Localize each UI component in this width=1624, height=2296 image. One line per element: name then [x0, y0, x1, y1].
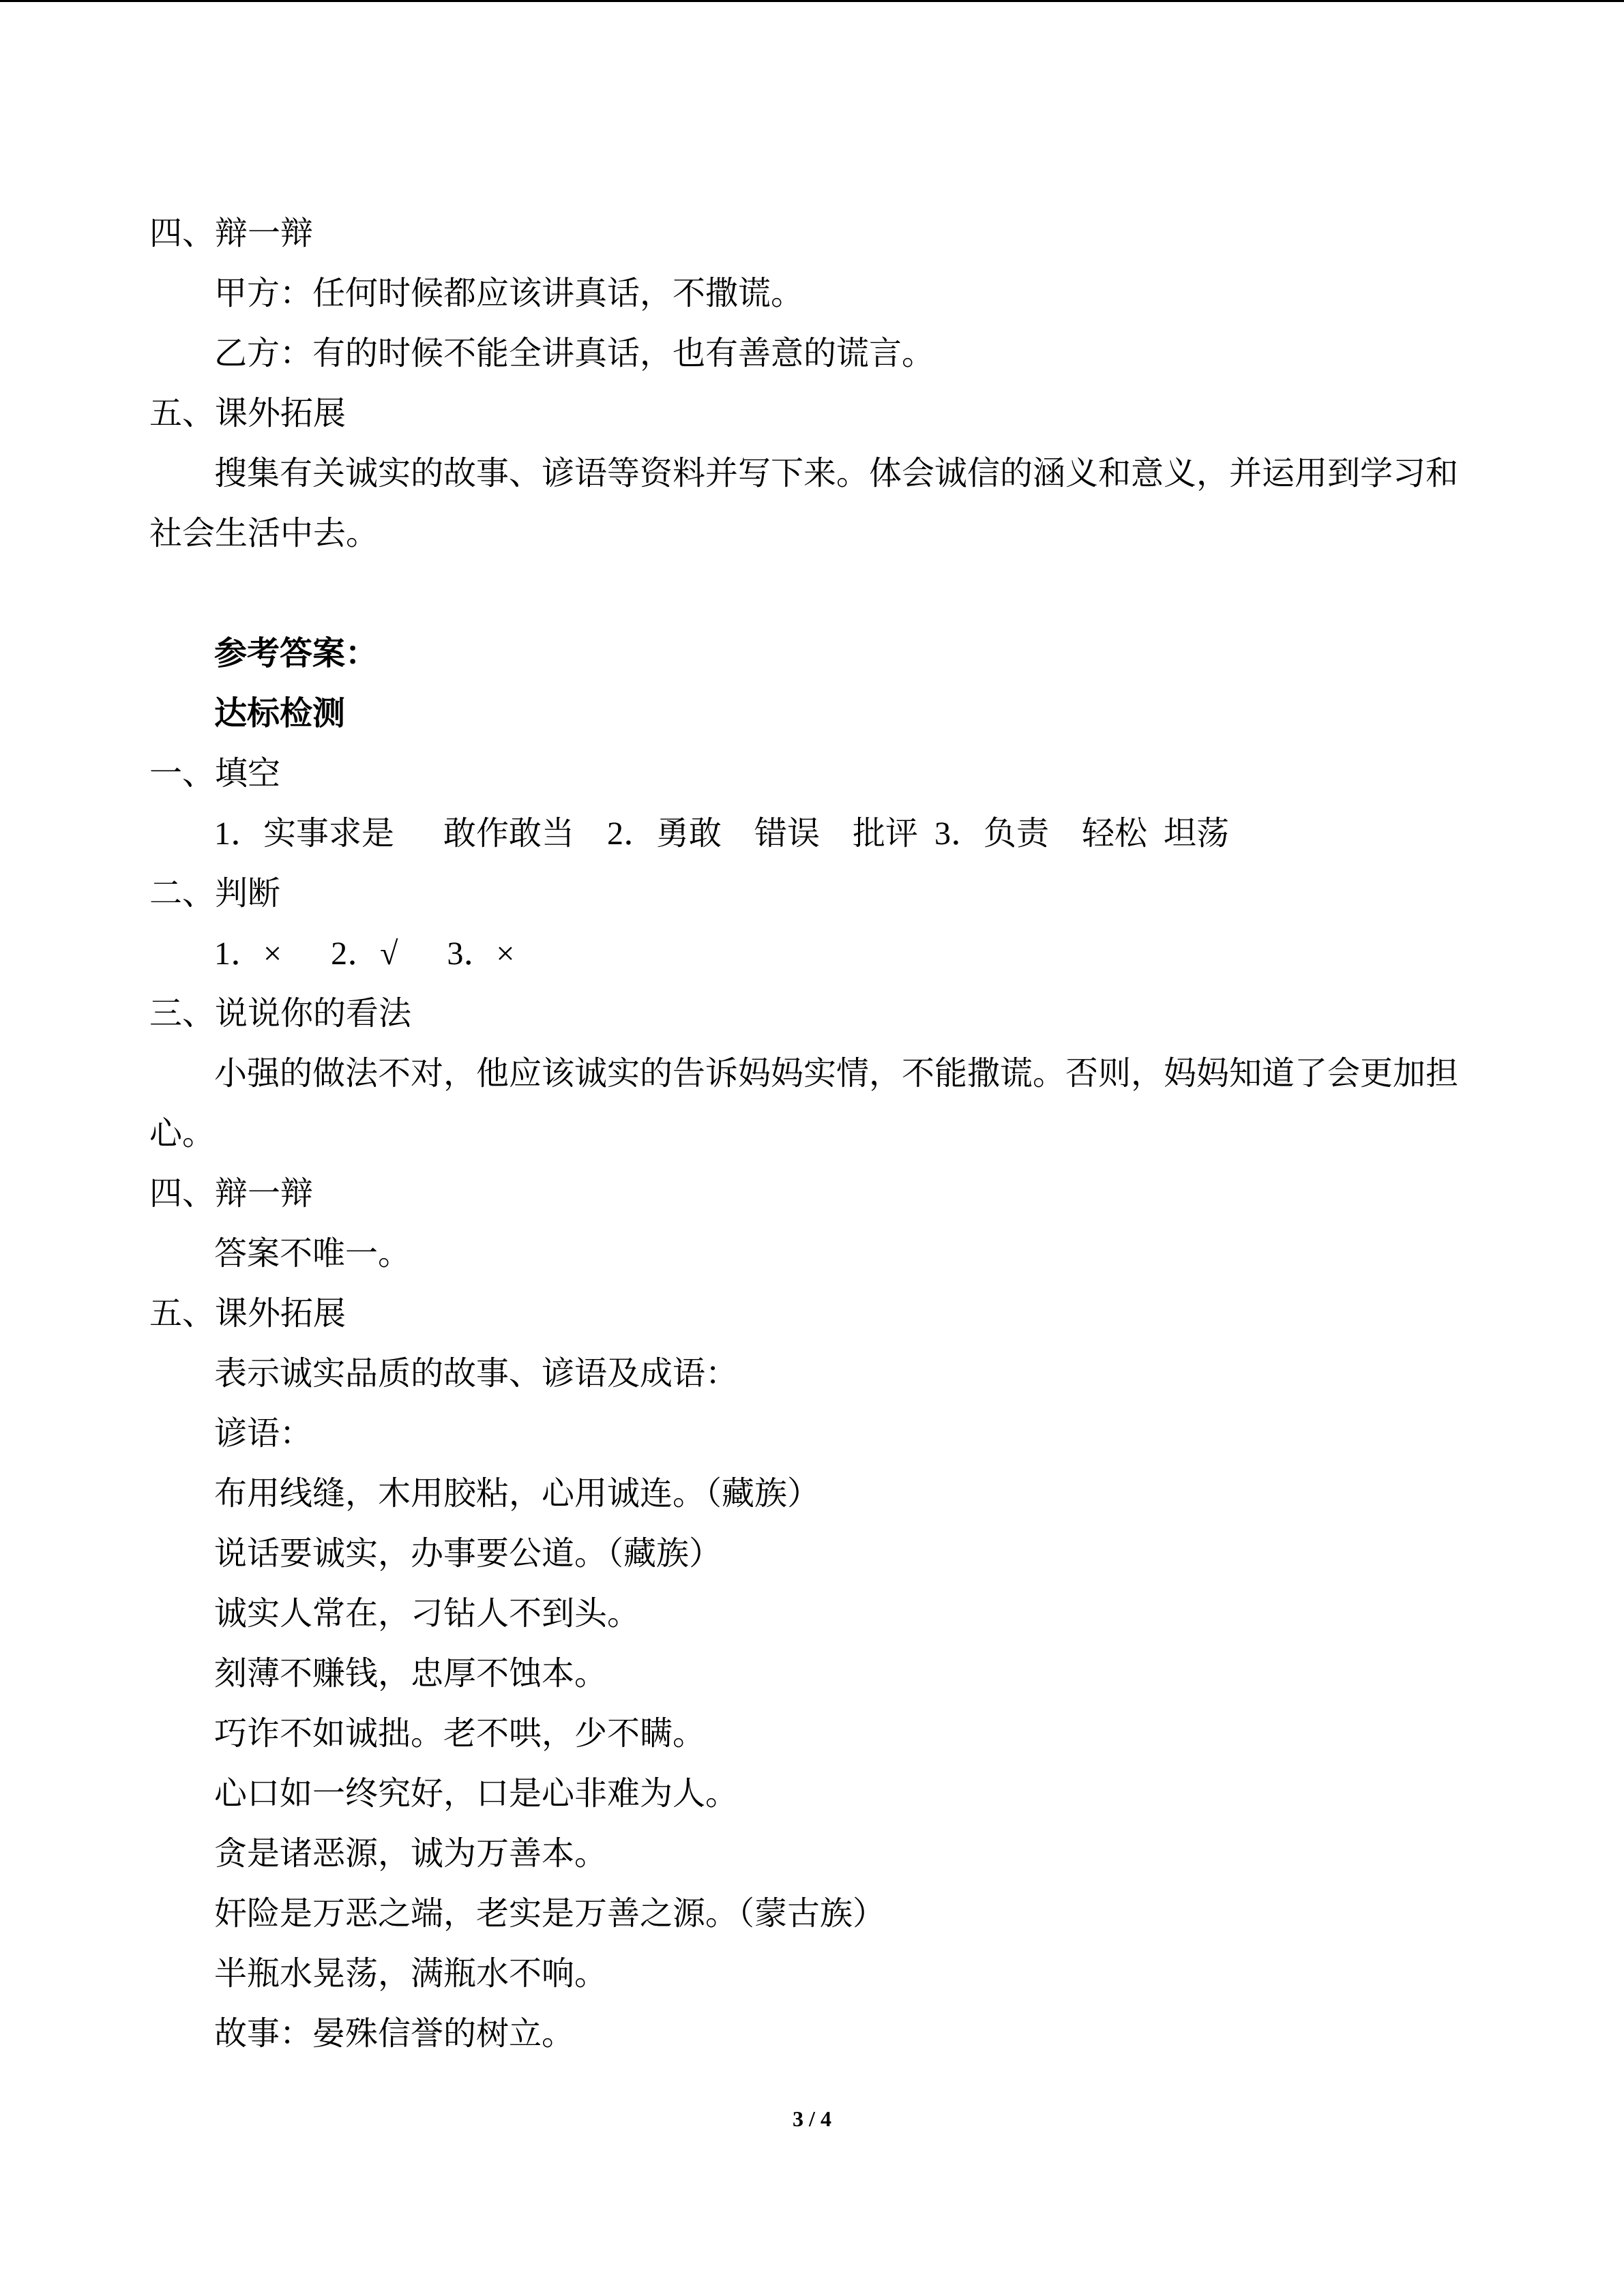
- proverb-item: 布用线缝，木用胶粘，心用诚连。（藏族）: [214, 1476, 821, 1512]
- section-heading-debate: 四、辩一辩: [149, 215, 314, 252]
- answer-heading-true-false: 二、判断: [149, 876, 281, 912]
- proverb-item: 奸险是万恶之端，老实是万善之源。（蒙古族）: [214, 1896, 886, 1932]
- debate-side-a: 甲方：任何时候都应该讲真话，不撒谎。: [214, 275, 804, 312]
- answer-extension-intro: 表示诚实品质的故事、谚语及成语：: [214, 1356, 739, 1392]
- proverb-item: 心口如一终究好，口是心非难为人。: [214, 1776, 739, 1812]
- proverb-item: 巧诈不如诚拙。老不哄，少不瞒。: [214, 1716, 706, 1752]
- answer-opinion-line: 心。: [149, 1116, 216, 1152]
- extension-task-line: 搜集有关诚实的故事、谚语等资料并写下来。体会诚信的涵义和意义，并运用到学习和: [214, 456, 1459, 492]
- answer-fill-in: 1．实事求是 敢作敢当 2．勇敢 错误 批评 3．负责 轻松 坦荡: [214, 816, 1230, 852]
- page-top-border: [0, 0, 1624, 2]
- answer-debate: 答案不唯一。: [214, 1236, 411, 1272]
- answer-opinion-line: 小强的做法不对，他应该诚实的告诉妈妈实情，不能撒谎。否则，妈妈知道了会更加担: [214, 1056, 1459, 1092]
- page-content: [149, 204, 1500, 2064]
- proverb-item: 刻薄不赚钱，忠厚不蚀本。: [214, 1656, 608, 1692]
- extension-task-line: 社会生活中去。: [149, 516, 379, 552]
- answer-heading-extension: 五、课外拓展: [149, 1296, 346, 1332]
- paragraph-spacer: [149, 564, 1500, 624]
- proverb-item: 说话要诚实，办事要公道。（藏族）: [214, 1536, 722, 1572]
- page-number: 3 / 4: [793, 2106, 831, 2131]
- answers-subtitle: 达标检测: [214, 696, 346, 732]
- answers-title: 参考答案：: [214, 636, 379, 672]
- answer-extension-story: 故事：晏殊信誉的树立。: [214, 2016, 575, 2052]
- proverb-item: 诚实人常在，刁钻人不到头。: [214, 1596, 640, 1632]
- proverb-item: 贪是诸恶源，诚为万善本。: [214, 1836, 608, 1872]
- debate-side-b: 乙方：有的时候不能全讲真话，也有善意的谎言。: [214, 336, 935, 372]
- answer-true-false: 1．× 2．√ 3．×: [214, 936, 515, 972]
- proverb-item: 半瓶水晃荡，满瓶水不响。: [214, 1956, 608, 1992]
- section-heading-extension: 五、课外拓展: [149, 396, 346, 432]
- proverbs-label: 谚语：: [214, 1416, 313, 1452]
- answer-heading-opinion: 三、说说你的看法: [149, 996, 412, 1032]
- answer-heading-debate: 四、辩一辩: [149, 1176, 314, 1212]
- answer-heading-fill-in: 一、填空: [149, 756, 281, 792]
